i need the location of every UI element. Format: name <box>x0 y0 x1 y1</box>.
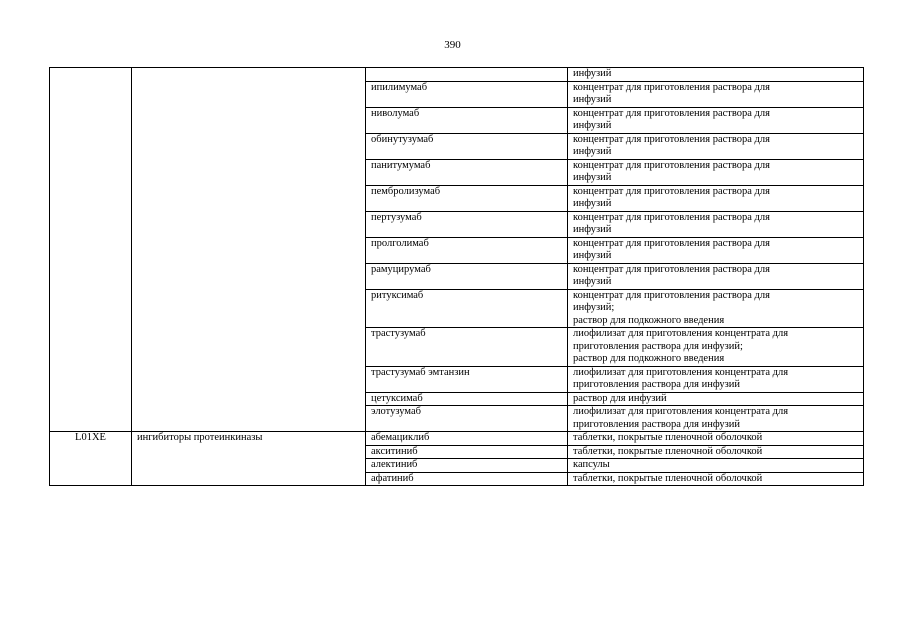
dosage-form-cell <box>568 81 864 107</box>
drug-name-cell <box>366 68 568 82</box>
dosage-form-line: раствор для подкожного введения <box>573 314 725 326</box>
dosage-form-line: концентрат для приготовления раствора для <box>573 107 770 119</box>
dosage-form-line: лиофилизат для приготовления концентрата для <box>573 366 789 378</box>
pharmacological-group-cell <box>132 68 366 432</box>
dosage-form-cell <box>568 263 864 289</box>
dosage-form-line: приготовления раствора для инфузий; <box>573 340 743 352</box>
atc-code-cell <box>50 68 132 432</box>
dosage-form-cell <box>568 211 864 237</box>
drug-name-cell: трастузумаб эмтанзин <box>366 366 568 392</box>
drug-name-cell: акситиниб <box>366 445 568 459</box>
drug-name-cell: ритуксимаб <box>366 289 568 328</box>
drug-name-cell: алектиниб <box>366 459 568 473</box>
dosage-form-line: инфузий <box>573 94 612 105</box>
dosage-form-cell <box>568 68 864 82</box>
drug-table <box>49 67 864 486</box>
dosage-form-line: инфузий <box>573 68 612 79</box>
table-row <box>50 68 864 82</box>
dosage-form-line: инфузий <box>573 146 612 157</box>
drug-name-cell: пертузумаб <box>366 211 568 237</box>
dosage-form-cell <box>568 107 864 133</box>
dosage-form-line: инфузий; <box>573 302 615 313</box>
drug-name-cell: рамуцирумаб <box>366 263 568 289</box>
pharmacological-group-cell: ингибиторы протеинкиназы <box>132 432 366 486</box>
table-body <box>50 68 864 486</box>
dosage-form-cell <box>568 328 864 367</box>
dosage-form-cell <box>568 459 864 473</box>
dosage-form-cell <box>568 133 864 159</box>
dosage-form-cell <box>568 289 864 328</box>
drug-name-cell: пембролизумаб <box>366 185 568 211</box>
dosage-form-line: концентрат для приготовления раствора для <box>573 263 770 275</box>
dosage-form-line: инфузий <box>573 276 612 287</box>
dosage-form-cell <box>568 159 864 185</box>
dosage-form-line: лиофилизат для приготовления концентрата для <box>573 328 789 339</box>
dosage-form-cell <box>568 185 864 211</box>
dosage-form-line: концентрат для приготовления раствора для <box>573 289 770 301</box>
dosage-form-line: концентрат для приготовления раствора для <box>573 159 770 171</box>
dosage-form-line: раствор для инфузий <box>573 392 667 404</box>
dosage-form-line: концентрат для приготовления раствора для <box>573 211 770 223</box>
dosage-form-line: приготовления раствора для инфузий <box>573 418 741 430</box>
dosage-form-line: концентрат для приготовления раствора для <box>573 185 770 197</box>
table-row <box>50 432 864 446</box>
atc-code-cell: L01XE <box>50 432 132 486</box>
dosage-form-line: капсулы <box>573 459 610 470</box>
dosage-form-cell <box>568 237 864 263</box>
drug-name-cell: ниволумаб <box>366 107 568 133</box>
drug-name-cell: трастузумаб <box>366 328 568 367</box>
dosage-form-cell <box>568 432 864 446</box>
dosage-form-line: раствор для подкожного введения <box>573 353 725 364</box>
dosage-form-line: инфузий <box>573 198 612 209</box>
dosage-form-line: таблетки, покрытые пленочной оболочкой <box>573 432 763 443</box>
dosage-form-line: приготовления раствора для инфузий <box>573 379 741 390</box>
dosage-form-cell <box>568 472 864 486</box>
dosage-form-line: инфузий <box>573 224 612 235</box>
drug-name-cell: пролголимаб <box>366 237 568 263</box>
dosage-form-line: инфузий <box>573 120 612 131</box>
drug-name-cell: абемациклиб <box>366 432 568 446</box>
drug-name-cell: афатиниб <box>366 472 568 486</box>
page-number: 390 <box>444 39 461 51</box>
dosage-form-line: лиофилизат для приготовления концентрата для <box>573 406 789 417</box>
dosage-form-line: таблетки, покрытые пленочной оболочкой <box>573 472 763 484</box>
dosage-form-cell <box>568 392 864 406</box>
dosage-form-line: концентрат для приготовления раствора для <box>573 81 770 93</box>
dosage-form-line: концентрат для приготовления раствора для <box>573 237 770 249</box>
drug-name-cell: обинутузумаб <box>366 133 568 159</box>
dosage-form-line: инфузий <box>573 250 612 261</box>
drug-name-cell: панитумумаб <box>366 159 568 185</box>
dosage-form-line: таблетки, покрытые пленочной оболочкой <box>573 445 763 457</box>
dosage-form-cell <box>568 445 864 459</box>
dosage-form-cell <box>568 406 864 432</box>
drug-name-cell: элотузумаб <box>366 406 568 432</box>
dosage-form-cell <box>568 366 864 392</box>
drug-name-cell: ипилимумаб <box>366 81 568 107</box>
dosage-form-line: концентрат для приготовления раствора для <box>573 133 770 145</box>
dosage-form-line: инфузий <box>573 172 612 183</box>
drug-name-cell: цетуксимаб <box>366 392 568 406</box>
